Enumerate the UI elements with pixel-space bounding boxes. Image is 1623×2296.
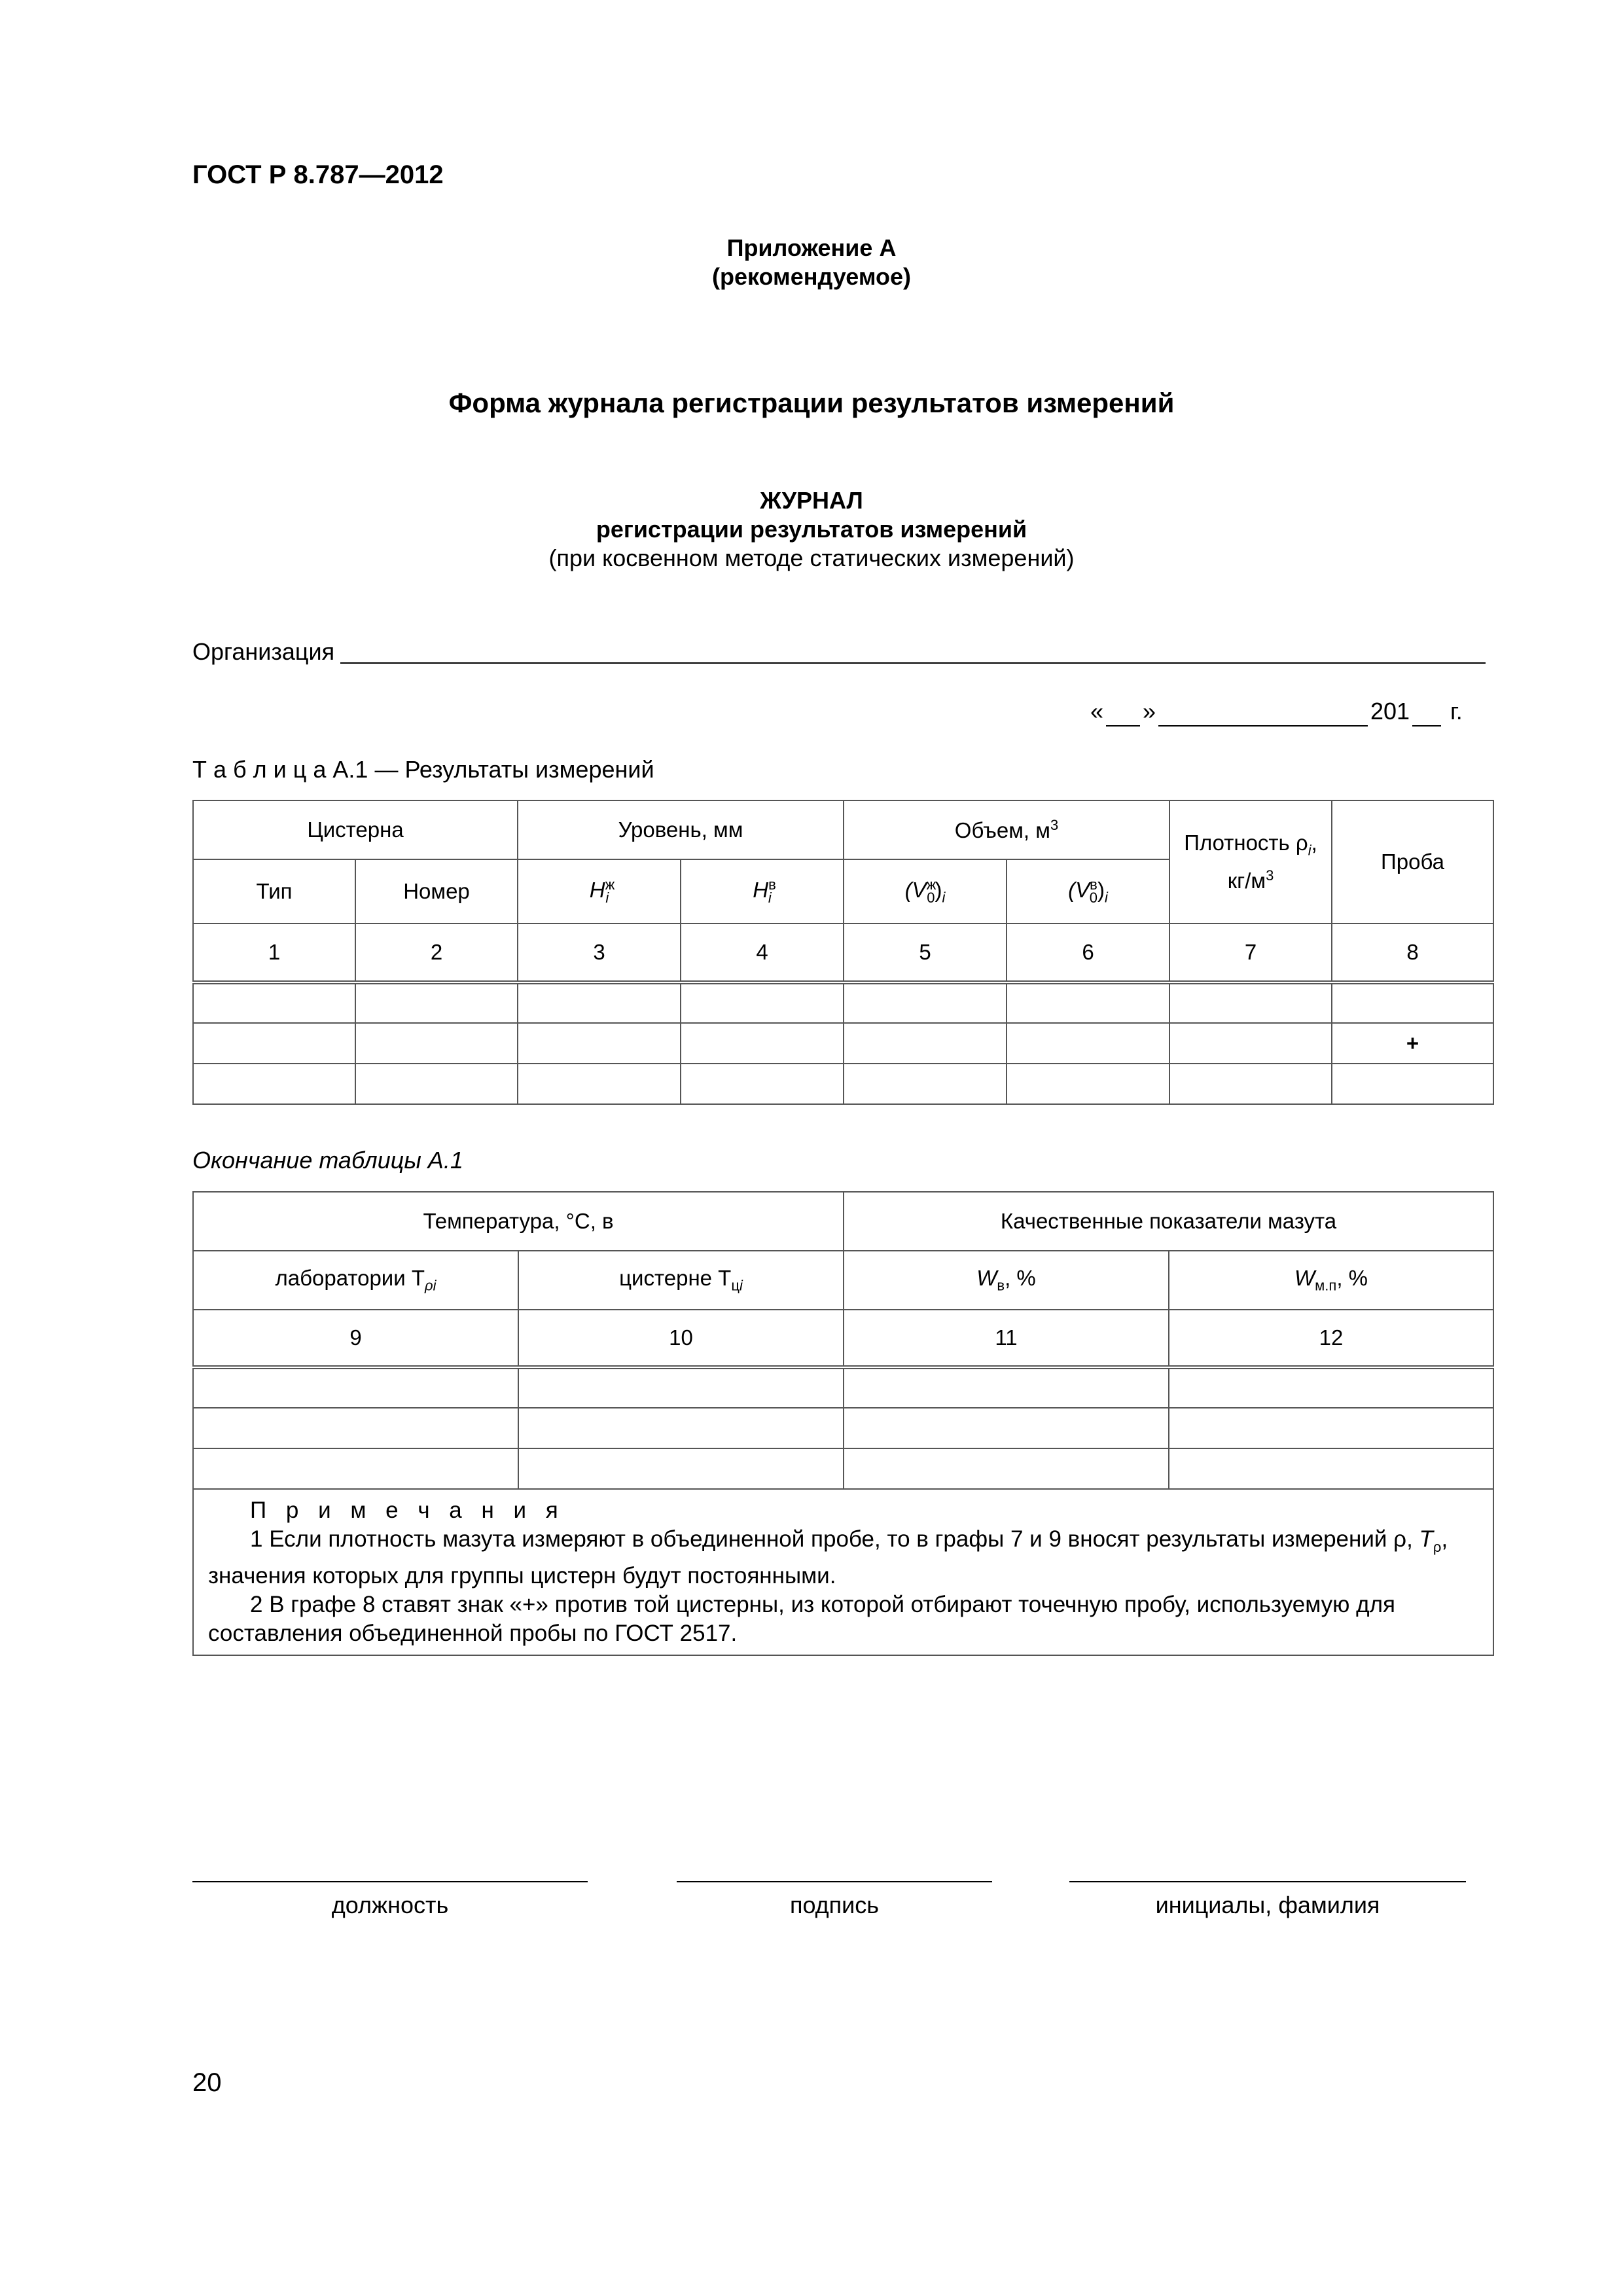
sample-mark: + <box>1332 1023 1493 1064</box>
table-cell <box>355 1023 518 1064</box>
table-cell <box>518 1408 844 1448</box>
table1 <box>192 800 1494 1105</box>
table-cell <box>193 1023 355 1064</box>
table-cell <box>1007 1023 1169 1064</box>
table-cell <box>193 1448 518 1489</box>
h-water-header: $H^в_i$ <box>681 859 844 924</box>
table-cell <box>844 1064 1007 1104</box>
appendix-status: (рекомендуемое) <box>712 263 911 290</box>
name-line <box>1069 1881 1466 1882</box>
table-cell <box>1007 982 1169 1023</box>
form-title: Форма журнала регистрации результатов измерений <box>448 387 1175 418</box>
table-cell <box>1007 1064 1169 1104</box>
organization-label: Организация <box>192 638 335 665</box>
table-cell <box>1169 1023 1332 1064</box>
date-quote-close: » <box>1143 698 1156 725</box>
appendix-title: Приложение А <box>726 234 897 261</box>
table-cell <box>1169 1448 1493 1489</box>
table-cell <box>193 1408 518 1448</box>
column-number: 7 <box>1169 924 1332 982</box>
tank-group-header: Цистерна <box>193 800 518 859</box>
v-water-header: $(V^в_0)_i$ <box>1007 859 1169 924</box>
table1-caption-rest: А.1 — Результаты измерений <box>332 756 654 783</box>
note-1: 1 Если плотность мазута измеряют в объединенной пробе, то в графы 7 и 9 вносят результаты измерений ρ, $T_\rho$, значения которых для группы цистерн будут постоянными. <box>208 1526 1448 1588</box>
column-number: 9 <box>193 1310 518 1367</box>
water-content-header: $W_в$, % <box>844 1251 1169 1310</box>
table-cell <box>518 982 681 1023</box>
table-cell <box>518 1367 844 1408</box>
date-year: 201 <box>1370 698 1410 725</box>
column-number: 1 <box>193 924 355 982</box>
signature-line <box>677 1881 992 1882</box>
column-number: 12 <box>1169 1310 1493 1367</box>
table2 <box>192 1191 1494 1656</box>
signature-label: подпись <box>789 1892 880 1918</box>
table-cell <box>844 1367 1169 1408</box>
table-row <box>193 982 1493 1023</box>
column-number: 11 <box>844 1310 1169 1367</box>
position-line <box>192 1881 588 1882</box>
level-group-header: Уровень, мм <box>518 800 844 859</box>
date-suffix: г. <box>1450 698 1463 725</box>
table-cell <box>681 982 844 1023</box>
column-number: 4 <box>681 924 844 982</box>
name-label: инициалы, фамилия <box>1155 1892 1380 1918</box>
organization-line <box>340 662 1486 664</box>
position-label: должность <box>331 1892 449 1918</box>
date-quote-open: « <box>1090 698 1104 725</box>
date-day-blank <box>1106 725 1140 726</box>
table1-caption <box>192 756 654 783</box>
table-cell <box>844 982 1007 1023</box>
table-cell <box>1332 982 1493 1023</box>
number-header: Номер <box>355 859 518 924</box>
tank-temperature-header: цистерне $T_{цi}$ <box>518 1251 844 1310</box>
table2-caption: Окончание таблицы А.1 <box>192 1147 463 1174</box>
table-cell <box>844 1448 1169 1489</box>
table-cell <box>1332 1064 1493 1104</box>
table-cell <box>193 982 355 1023</box>
lab-temperature-header: лаборатории $T_{\rho i}$ <box>193 1251 518 1310</box>
standard-header: ГОСТ Р 8.787—2012 <box>192 160 444 189</box>
notes-cell <box>193 1489 1493 1655</box>
volume-group-header: Объем, $м^3$ <box>844 800 1169 859</box>
column-number: 2 <box>355 924 518 982</box>
v-liquid-header: $(V^ж_0)_i$ <box>844 859 1007 924</box>
h-liquid-header: $H^ж_i$ <box>518 859 681 924</box>
temperature-group-header: Температура, °С, в <box>193 1192 844 1251</box>
type-header: Тип <box>193 859 355 924</box>
notes-title: П р и м е ч а н и я <box>250 1498 565 1523</box>
table-cell <box>355 1064 518 1104</box>
sample-header: Проба <box>1332 800 1493 924</box>
table-cell <box>1169 1408 1493 1448</box>
date-year-blank <box>1412 725 1441 726</box>
journal-subtitle: регистрации результатов измерений <box>596 516 1027 543</box>
table-cell <box>518 1023 681 1064</box>
table-cell <box>193 1367 518 1408</box>
date-line <box>1090 698 1483 730</box>
column-number: 10 <box>518 1310 844 1367</box>
table-cell <box>1169 1367 1493 1408</box>
table-row <box>193 1023 1493 1064</box>
table-cell <box>681 1023 844 1064</box>
note-2: 2 В графе 8 ставят знак «+» против той цистерны, из которой отбирают точечную пробу, используемую для составления объединенной пробы по ГОСТ 2517. <box>208 1592 1395 1646</box>
table-row <box>193 1064 1493 1104</box>
column-number: 5 <box>844 924 1007 982</box>
column-number: 8 <box>1332 924 1493 982</box>
table-cell <box>518 1448 844 1489</box>
density-header: Плотность $\rho_i$, $кг/м^3$ <box>1169 800 1332 924</box>
table-cell <box>1169 1064 1332 1104</box>
table-cell <box>193 1064 355 1104</box>
table-cell <box>844 1408 1169 1448</box>
table-cell <box>355 982 518 1023</box>
table-cell <box>1169 982 1332 1023</box>
table-row <box>193 1448 1493 1489</box>
journal-method: (при косвенном методе статических измерений) <box>548 545 1075 571</box>
column-number: 6 <box>1007 924 1169 982</box>
table-cell <box>518 1064 681 1104</box>
column-number: 3 <box>518 924 681 982</box>
quality-group-header: Качественные показатели мазута <box>844 1192 1493 1251</box>
impurities-content-header: $W_{м.п}$, % <box>1169 1251 1493 1310</box>
table-cell <box>844 1023 1007 1064</box>
journal-title: ЖУРНАЛ <box>760 487 863 514</box>
table1-caption-prefix: Т а б л и ц а <box>192 756 327 783</box>
table-row <box>193 1367 1493 1408</box>
page-number: 20 <box>192 2068 222 2097</box>
table-cell <box>681 1064 844 1104</box>
date-month-blank <box>1158 725 1368 726</box>
table-row <box>193 1408 1493 1448</box>
